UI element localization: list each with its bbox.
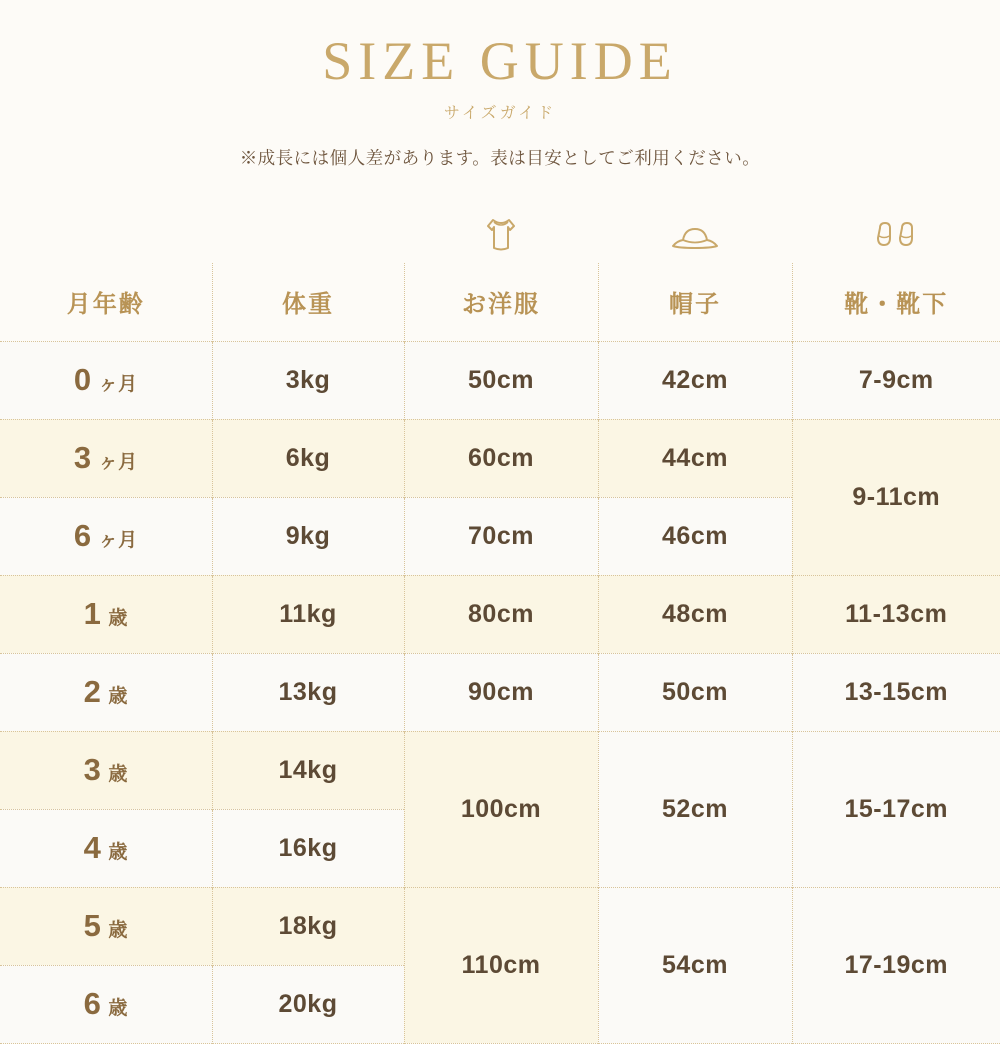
cell-weight: 20kg — [212, 965, 404, 1043]
age-unit: ヶ月 — [98, 374, 138, 395]
age-unit: 歳 — [108, 842, 128, 863]
cell-hat: 42cm — [598, 341, 792, 419]
age-number: 3 — [73, 440, 92, 475]
hat-icon — [598, 185, 792, 263]
age-unit: 歳 — [108, 920, 128, 941]
cell-shoes: 13-15cm — [792, 653, 1000, 731]
table-header-row — [0, 263, 1000, 341]
cell-age — [0, 341, 212, 419]
age-number: 6 — [73, 518, 92, 553]
age-unit: ヶ月 — [98, 452, 138, 473]
table-row — [0, 731, 1000, 809]
cell-hat-merged: 52cm — [598, 731, 792, 887]
cell-age — [0, 419, 212, 497]
age-unit: ヶ月 — [98, 530, 138, 551]
column-header-shoes: 靴・靴下 — [792, 263, 1000, 341]
cell-weight: 13kg — [212, 653, 404, 731]
cell-shoes-merged: 9-11cm — [792, 419, 1000, 575]
cell-shoes: 7-9cm — [792, 341, 1000, 419]
cell-clothes: 90cm — [404, 653, 598, 731]
cell-age — [0, 497, 212, 575]
cell-hat: 44cm — [598, 419, 792, 497]
cell-weight: 16kg — [212, 809, 404, 887]
shoes-socks-icon — [792, 185, 1000, 263]
age-unit: 歳 — [108, 608, 128, 629]
column-header-age: 月年齢 — [66, 291, 145, 319]
cell-age — [0, 653, 212, 731]
age-number: 5 — [83, 908, 102, 943]
cell-weight: 18kg — [212, 887, 404, 965]
page-subtitle: サイズガイド — [443, 105, 557, 123]
size-table-wrap — [0, 185, 1000, 1044]
cell-age — [0, 809, 212, 887]
column-header-weight: 体重 — [212, 263, 404, 341]
age-number: 3 — [83, 752, 102, 787]
cell-weight: 11kg — [212, 575, 404, 653]
table-row — [0, 575, 1000, 653]
cell-clothes-merged: 100cm — [404, 731, 598, 887]
cell-clothes-merged: 110cm — [404, 887, 598, 1043]
page-header — [0, 0, 1000, 170]
age-unit: 歳 — [108, 998, 128, 1019]
cell-shoes-merged: 17-19cm — [792, 887, 1000, 1043]
column-header-clothes: お洋服 — [404, 263, 598, 341]
age-number: 2 — [83, 674, 102, 709]
table-row — [0, 653, 1000, 731]
cell-hat: 46cm — [598, 497, 792, 575]
age-number: 4 — [83, 830, 102, 865]
cell-hat: 50cm — [598, 653, 792, 731]
age-unit: 歳 — [108, 764, 128, 785]
dress-icon — [404, 185, 598, 263]
cell-clothes: 50cm — [404, 341, 598, 419]
size-table — [0, 185, 1000, 1044]
icon-cell-weight — [212, 185, 404, 263]
cell-age — [0, 575, 212, 653]
table-row — [0, 887, 1000, 965]
cell-clothes: 80cm — [404, 575, 598, 653]
cell-weight: 9kg — [212, 497, 404, 575]
age-number: 1 — [83, 596, 102, 631]
cell-clothes: 60cm — [404, 419, 598, 497]
cell-clothes: 70cm — [404, 497, 598, 575]
cell-age — [0, 965, 212, 1043]
column-header-hat: 帽子 — [598, 263, 792, 341]
cell-weight: 14kg — [212, 731, 404, 809]
cell-hat-merged: 54cm — [598, 887, 792, 1043]
age-number: 0 — [73, 362, 92, 397]
cell-age — [0, 731, 212, 809]
cell-weight: 6kg — [212, 419, 404, 497]
table-row — [0, 341, 1000, 419]
cell-shoes: 11-13cm — [792, 575, 1000, 653]
icon-row — [0, 185, 1000, 263]
icon-cell-age — [0, 185, 212, 263]
cell-weight: 3kg — [212, 341, 404, 419]
page-note: ※成長には個人差があります。表は目安としてご利用ください。 — [239, 148, 761, 169]
age-unit: 歳 — [108, 686, 128, 707]
cell-hat: 48cm — [598, 575, 792, 653]
cell-age — [0, 887, 212, 965]
page-title: SIZE GUIDE — [322, 31, 678, 91]
table-row — [0, 419, 1000, 497]
cell-shoes-merged: 15-17cm — [792, 731, 1000, 887]
age-number: 6 — [83, 986, 102, 1021]
table-body — [0, 341, 1000, 1043]
